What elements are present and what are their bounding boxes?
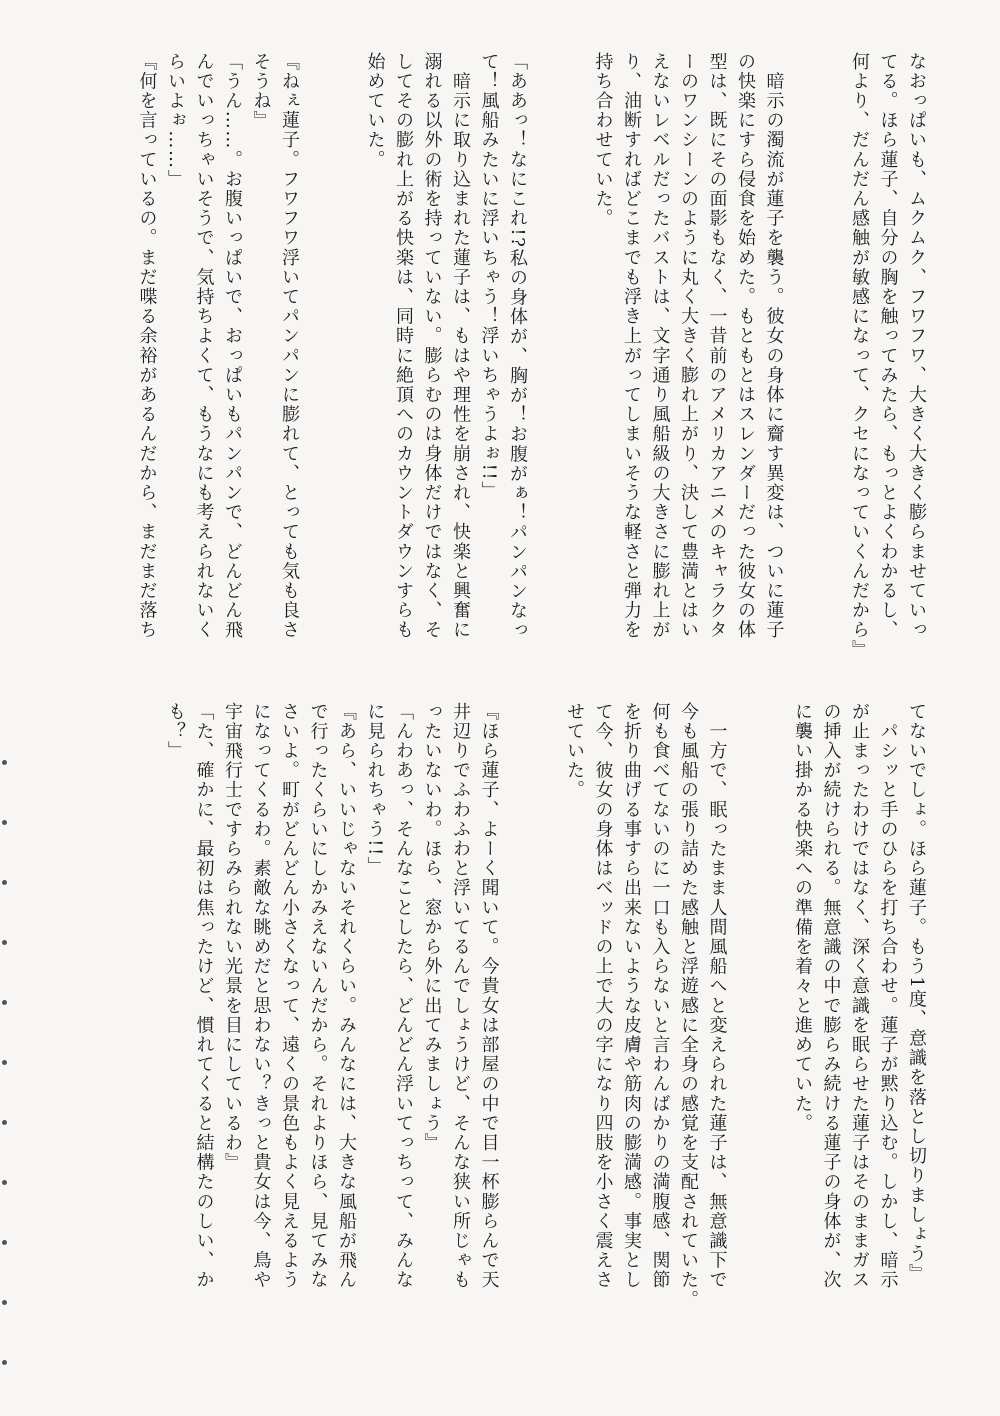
text-line: 『何を言っているの。まだ喋る余裕があるんだから、まだまだ落ち [136, 52, 158, 640]
text-line: り、油断すればどこまでも浮き上がってしまいそうな軽さと弾力を [621, 52, 642, 640]
text-line: 今も風船の張り詰めた感触と浮遊感に全身の感覚を支配されていた。 [678, 702, 699, 1310]
text-line: してその膨れ上がる快楽は、同時に絶頂へのカウントダウンすらも [393, 52, 414, 640]
text-line: パシッと手のひらを打ち合わせ。蓮子が黙り込む。しかし、暗示 [877, 702, 899, 1290]
text-line [503, 702, 532, 1342]
text-line: んでいっちゃいそうで、気持ちよくて、もうなにも考えられないく [193, 52, 215, 640]
text-line: 暗示に取り込まれた蓮子は、もはや理性を崩され、快楽と興奮に [450, 52, 471, 640]
bottom-text-block [70, 702, 930, 1342]
text-line: てないでしょ。ほら蓮子。もう1度、意識を落とし切りましょう』 [906, 702, 927, 1284]
text-line: 「た、確かに、最初は焦ったけど、慣れてくると結構たのしい、か [193, 702, 215, 1290]
text-line: 暗示の濁流が蓮子を襲う。彼女の身体に齎す異変は、ついに蓮子 [763, 52, 785, 640]
text-line [731, 702, 760, 1342]
text-line: に襲い掛かる快楽への準備を着々と進めていた。 [792, 702, 813, 1134]
binding-edge-marks [0, 0, 14, 1416]
text-line [332, 52, 361, 692]
text-line: 始めていた。 [364, 52, 386, 170]
text-line: も？」 [165, 702, 186, 761]
text-line: 「んわあっ、そんなことしたら、どんどん浮いてっちって、みんな [393, 702, 414, 1290]
text-line: に見られちゃう!!」 [364, 702, 386, 877]
text-line: そうね』 [250, 52, 272, 131]
text-line [531, 52, 560, 692]
text-line: 何より、だんだん感触が敏感になって、クセになっていくんだから』 [849, 52, 870, 660]
text-line: で行ったくらいにしかみえないんだから。それよりほら、見てみな [307, 702, 329, 1290]
text-line: ったいないわ。ほら、窓から外に出てみましょう』 [421, 702, 443, 1153]
text-line: の快楽にすら侵食を始めた。もともとはスレンダーだった彼女の体 [735, 52, 756, 640]
text-line: て！風船みたいに浮いちゃう！浮いちゃうよぉ!!」 [478, 52, 500, 501]
text-line: なおっぱいも、ムクムク、フワフワ、大きく大きく膨らませていっ [906, 52, 927, 640]
text-line: さいよ。町がどんどん小さくなって、遠くの景色もよく見えるよう [279, 702, 300, 1290]
text-line: が止まったわけではなく、深く意識を眠らせた蓮子はそのままガス [849, 702, 870, 1290]
text-line: 宇宙飛行士ですらみられない光景を目にしているわ』 [222, 702, 243, 1173]
text-line: 持ち合わせていた。 [592, 52, 614, 229]
text-line: 『ほら蓮子、よーく聞いて。今貴女は部屋の中で目一杯膨らんで天 [478, 702, 500, 1290]
text-line: になってくるわ。素敵な眺めだと思わない？きっと貴女は今、鳥や [250, 702, 272, 1290]
text-line: の挿入が続けられる。無意識の中で膨らみ続ける蓮子の身体が、次 [820, 702, 842, 1290]
text-line: せていた。 [564, 702, 585, 800]
text-line: 一方で、眠ったまま人間風船へと変えられた蓮子は、無意識下で [706, 702, 728, 1290]
text-line: 溺れる以外の術を持っていない。膨らむのは身体だけではなく、そ [421, 52, 443, 640]
text-line [303, 52, 332, 692]
text-line: 『あら、いいじゃないそれくらい。みんなには、大きな風船が飛ん [336, 702, 357, 1290]
text-line: てる。ほら蓮子、自分の胸を触ってみたら、もっとよくわかるし、 [877, 52, 899, 640]
text-line: 『ねぇ蓮子。フワフワ浮いてパンパンに膨れて、とっても気も良さ [279, 52, 300, 640]
top-text-block [70, 52, 930, 692]
text-line: 「うん……。お腹いっぱいで、おっぱいもパンパンで、どんどん飛 [222, 52, 243, 640]
text-line [531, 702, 560, 1342]
text-line [560, 52, 589, 692]
text-line [816, 52, 845, 692]
text-line: 型は、既にその面影もなく、一昔前のアメリカアニメのキャラクタ [706, 52, 728, 640]
text-line [759, 702, 788, 1342]
text-line: らいよぉ……」 [165, 52, 186, 190]
text-line: ーのワンシーンのように丸く大きく膨れ上がり、決して豊満とはい [678, 52, 699, 640]
text-line: 「ああっ！なにこれ!?私の身体が、胸が！お腹がぁ！パンパンなっ [507, 52, 528, 641]
text-line: を折り曲げる事すら出来ないような皮膚や筋肉の膨満感。事実とし [621, 702, 642, 1290]
text-line: 井辺りでふわふわと浮いてるんでしょうけど、そんな狭い所じゃも [450, 702, 471, 1290]
text-line [788, 52, 817, 692]
text-line: て今、彼女の身体はベッドの上で大の字になり四肢を小さく震えさ [592, 702, 614, 1290]
text-line: 何も食べてないのに一口も入らないと言わんばかりの満腹感、関節 [649, 702, 671, 1290]
text-line: えないレベルだったバストは、文字通り風船級の大きさに膨れ上が [649, 52, 671, 640]
